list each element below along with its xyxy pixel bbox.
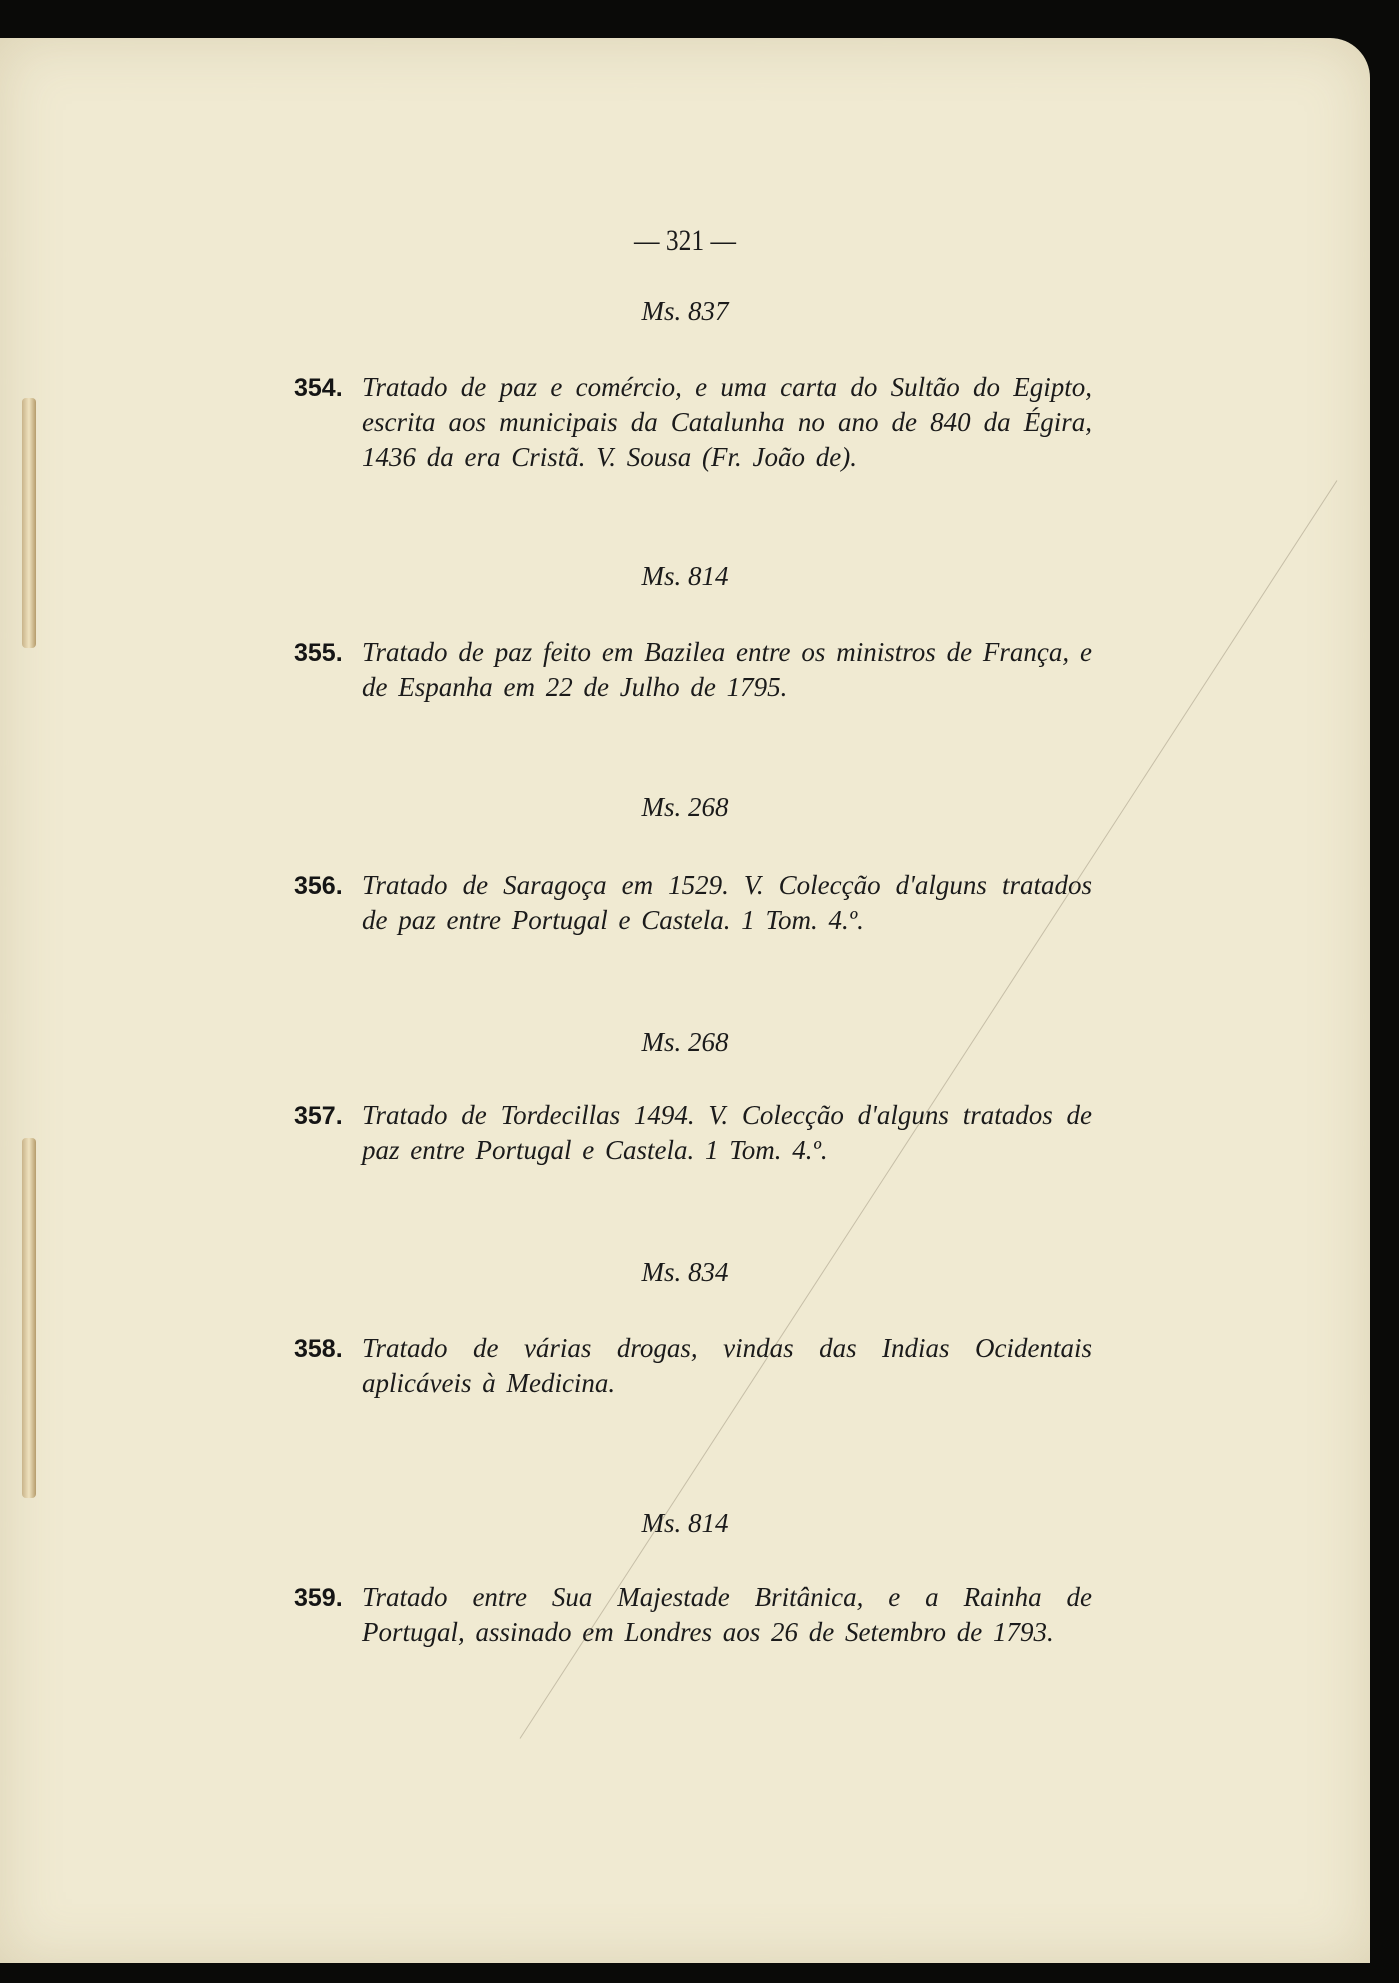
binding-thread (22, 1138, 36, 1498)
entry-number: 355. (294, 639, 343, 667)
page-number: — 321 — (634, 224, 736, 257)
entry-text: Tratado de paz feito em Bazilea entre os ministros de França, e de Espanha em 22 de Julho de 1795. (362, 637, 1092, 702)
manuscript-heading: Ms. 814 (641, 1508, 729, 1538)
manuscript-heading: Ms. 268 (641, 792, 729, 822)
manuscript-heading: Ms. 814 (641, 561, 729, 591)
entry-text: Tratado de paz e comércio, e uma carta do Sultão do Egipto, escrita aos municipais da Catalunha no ano de 840 da Égira, 1436 da era Cristã. V. Sousa (Fr. João de). (362, 372, 1092, 472)
entry-text: Tratado de Tordecillas 1494. V. Colecção d'alguns tratados de paz entre Portugal e Castela. 1 Tom. 4.º. (362, 1100, 1092, 1165)
entry-number: 354. (294, 374, 343, 402)
entry-number: 357. (294, 1102, 343, 1130)
manuscript-heading: Ms. 268 (641, 1027, 729, 1057)
entry-number: 359. (294, 1584, 343, 1612)
entry-text: Tratado de várias drogas, vindas das Indias Ocidentais aplicáveis à Medicina. (362, 1333, 1092, 1398)
entry-number: 356. (294, 872, 343, 900)
entry-number: 358. (294, 1335, 343, 1363)
binding-thread (22, 398, 36, 648)
entry-text: Tratado entre Sua Majestade Britânica, e a Rainha de Portugal, assinado em Londres aos 26 de Setembro de 1793. (362, 1582, 1092, 1647)
entry-text: Tratado de Saragoça em 1529. V. Colecção d'alguns tratados de paz entre Portugal e Castela. 1 Tom. 4.º. (362, 870, 1092, 935)
manuscript-heading: Ms. 837 (641, 296, 729, 326)
manuscript-heading: Ms. 834 (641, 1257, 729, 1287)
